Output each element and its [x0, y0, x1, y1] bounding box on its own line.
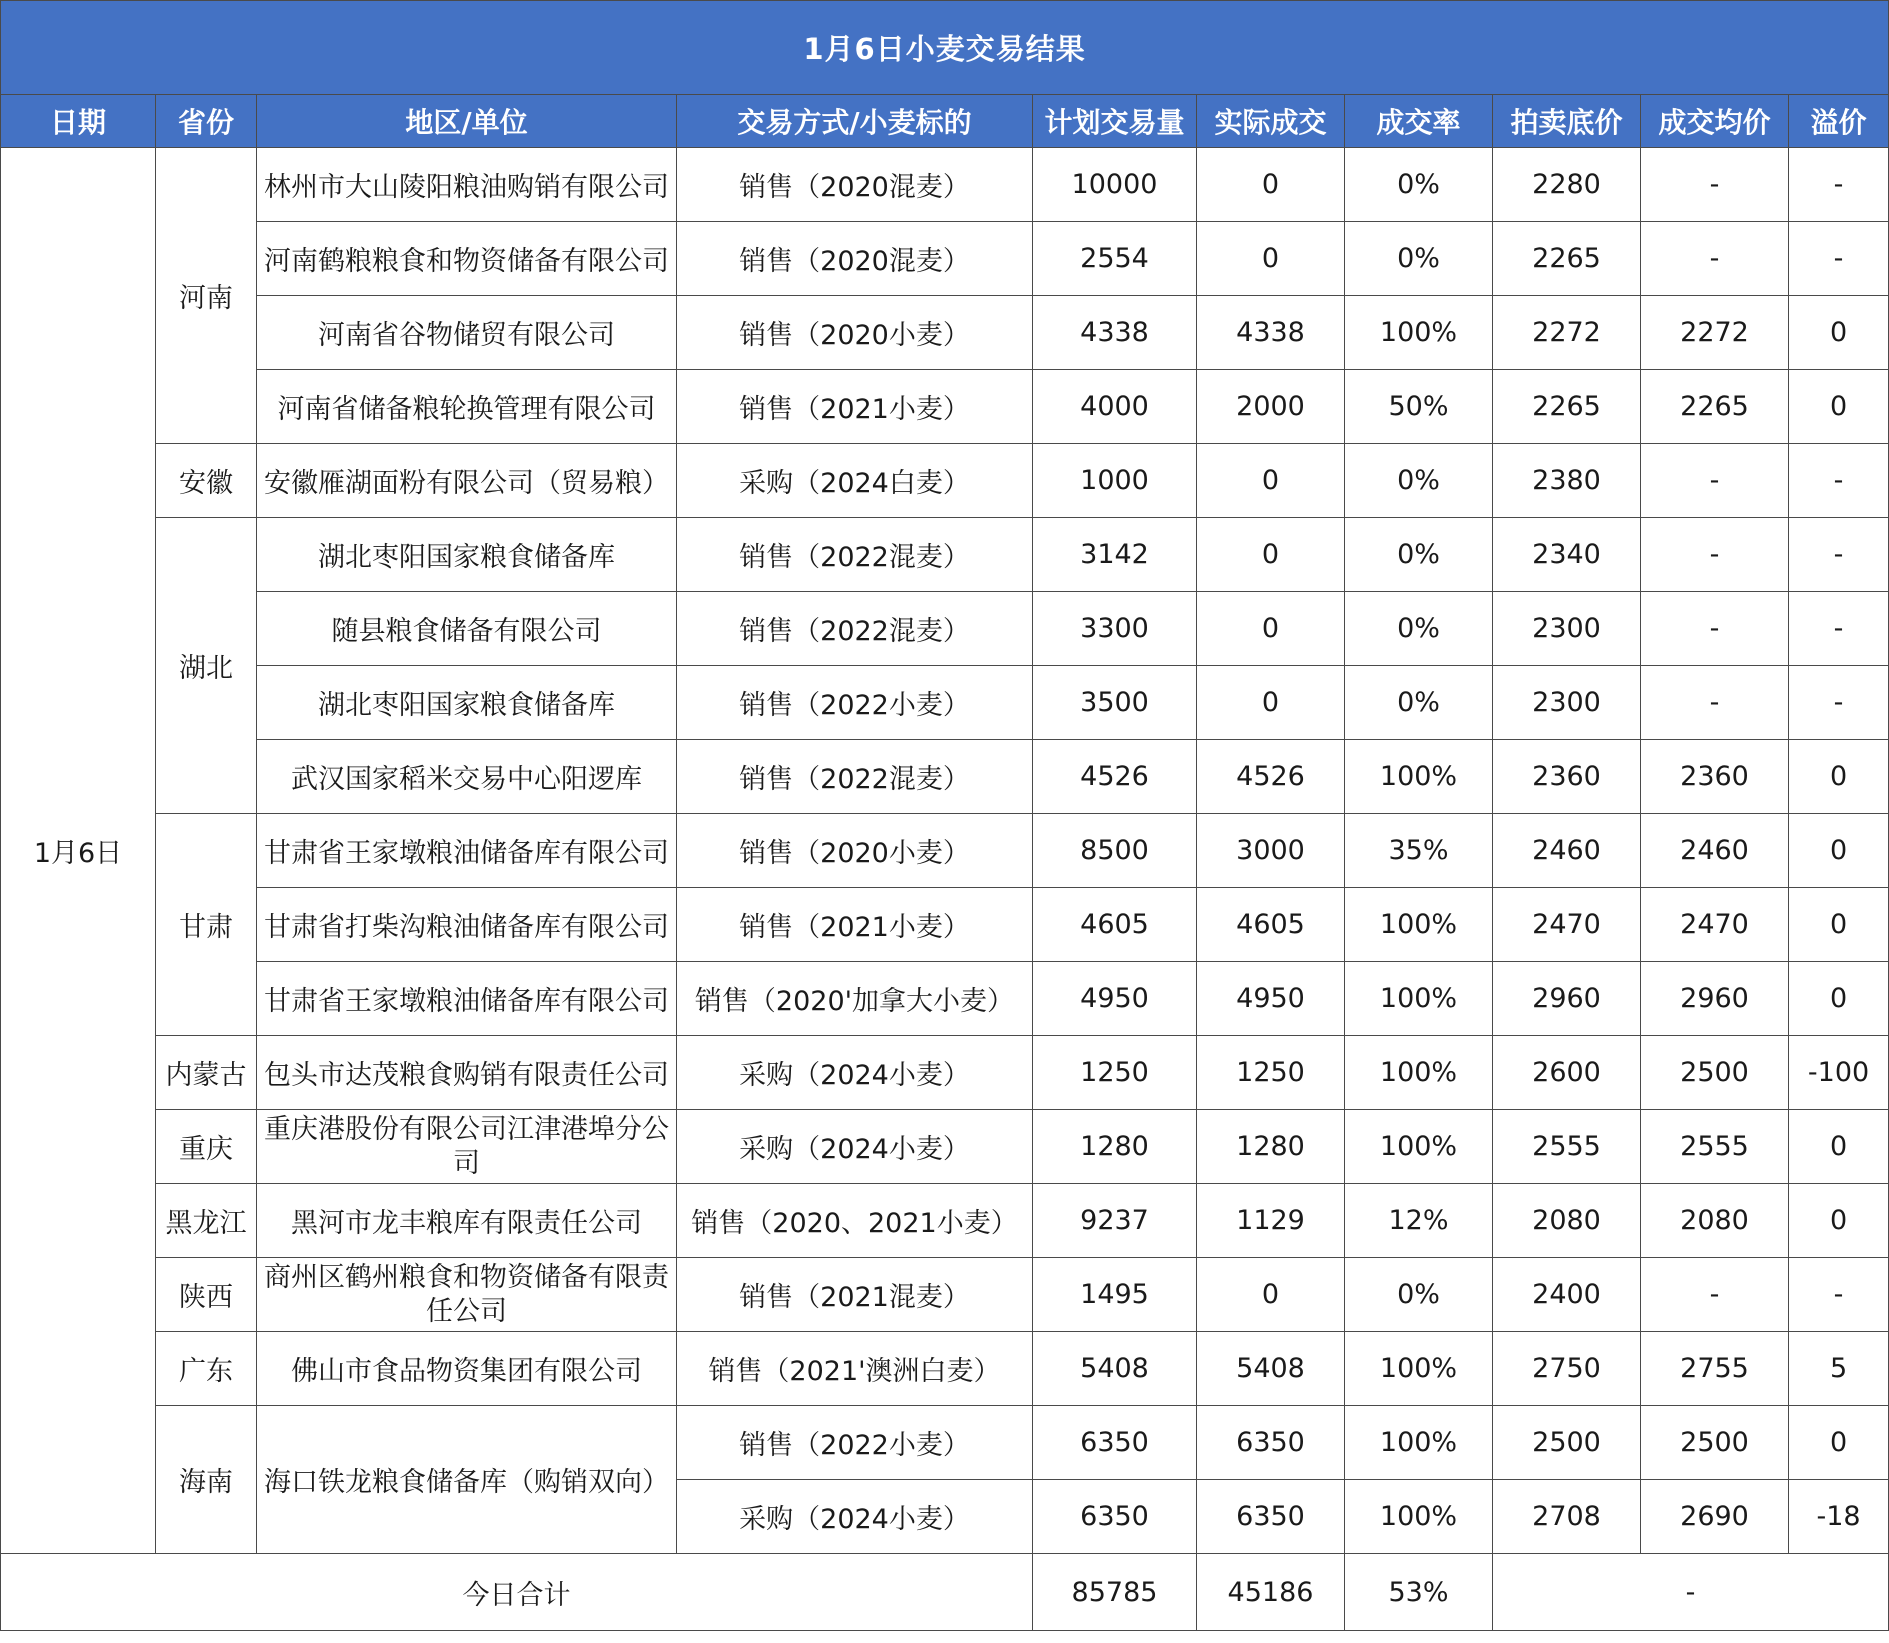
plan-cell: 1280	[1033, 1110, 1197, 1184]
premium-cell: 0	[1789, 962, 1889, 1036]
unit-cell: 河南鹤粮粮食和物资储备有限公司	[257, 222, 677, 296]
header-date: 日期	[1, 95, 156, 148]
province-cell: 湖北	[156, 518, 257, 814]
unit-cell: 佛山市食品物资集团有限公司	[257, 1332, 677, 1406]
total-actual: 45186	[1197, 1554, 1345, 1631]
floor-cell: 2470	[1493, 888, 1641, 962]
premium-cell: 5	[1789, 1332, 1889, 1406]
unit-cell: 河南省储备粮轮换管理有限公司	[257, 370, 677, 444]
unit-cell: 商州区鹤州粮食和物资储备有限责任公司	[257, 1258, 677, 1332]
floor-cell: 2460	[1493, 814, 1641, 888]
header-premium: 溢价	[1789, 95, 1889, 148]
rate-cell: 100%	[1345, 1110, 1493, 1184]
actual-cell: 1250	[1197, 1036, 1345, 1110]
floor-cell: 2080	[1493, 1184, 1641, 1258]
actual-cell: 4526	[1197, 740, 1345, 814]
avg-cell: 2755	[1641, 1332, 1789, 1406]
avg-cell: -	[1641, 592, 1789, 666]
plan-cell: 3142	[1033, 518, 1197, 592]
actual-cell: 4338	[1197, 296, 1345, 370]
floor-cell: 2340	[1493, 518, 1641, 592]
total-row	[1, 1554, 1889, 1631]
method-cell: 采购（2024小麦）	[677, 1110, 1033, 1184]
header-method: 交易方式/小麦标的	[677, 95, 1033, 148]
table-row	[1, 814, 1889, 888]
premium-cell: 0	[1789, 296, 1889, 370]
plan-cell: 4950	[1033, 962, 1197, 1036]
unit-cell: 海口铁龙粮食储备库（购销双向）	[257, 1406, 677, 1554]
header-average-price: 成交均价	[1641, 95, 1789, 148]
table-row	[1, 1406, 1889, 1480]
header-province: 省份	[156, 95, 257, 148]
premium-cell: 0	[1789, 370, 1889, 444]
rate-cell: 0%	[1345, 148, 1493, 222]
table-row	[1, 148, 1889, 222]
province-cell: 海南	[156, 1406, 257, 1554]
plan-cell: 1495	[1033, 1258, 1197, 1332]
rate-cell: 100%	[1345, 888, 1493, 962]
rate-cell: 0%	[1345, 518, 1493, 592]
unit-cell: 随县粮食储备有限公司	[257, 592, 677, 666]
table-row	[1, 666, 1889, 740]
actual-cell: 0	[1197, 444, 1345, 518]
avg-cell: 2360	[1641, 740, 1789, 814]
plan-cell: 2554	[1033, 222, 1197, 296]
avg-cell: 2272	[1641, 296, 1789, 370]
table-row	[1, 222, 1889, 296]
rate-cell: 100%	[1345, 296, 1493, 370]
table-row	[1, 296, 1889, 370]
method-cell: 销售（2022小麦）	[677, 1406, 1033, 1480]
table-row	[1, 1332, 1889, 1406]
premium-cell: 0	[1789, 888, 1889, 962]
province-cell: 黑龙江	[156, 1184, 257, 1258]
method-cell: 销售（2021'澳洲白麦）	[677, 1332, 1033, 1406]
total-label: 今日合计	[1, 1554, 1033, 1631]
premium-cell: -18	[1789, 1480, 1889, 1554]
unit-cell: 甘肃省王家墩粮油储备库有限公司	[257, 814, 677, 888]
rate-cell: 0%	[1345, 444, 1493, 518]
province-cell: 甘肃	[156, 814, 257, 1036]
plan-cell: 3500	[1033, 666, 1197, 740]
rate-cell: 100%	[1345, 1406, 1493, 1480]
avg-cell: 2960	[1641, 962, 1789, 1036]
rate-cell: 0%	[1345, 222, 1493, 296]
unit-cell: 重庆港股份有限公司江津港埠分公司	[257, 1110, 677, 1184]
province-cell: 重庆	[156, 1110, 257, 1184]
floor-cell: 2500	[1493, 1406, 1641, 1480]
header-deal-rate: 成交率	[1345, 95, 1493, 148]
rate-cell: 12%	[1345, 1184, 1493, 1258]
plan-cell: 10000	[1033, 148, 1197, 222]
table-row	[1, 592, 1889, 666]
province-cell: 陕西	[156, 1258, 257, 1332]
plan-cell: 6350	[1033, 1406, 1197, 1480]
total-tail: -	[1493, 1554, 1889, 1631]
method-cell: 采购（2024小麦）	[677, 1480, 1033, 1554]
actual-cell: 0	[1197, 518, 1345, 592]
actual-cell: 3000	[1197, 814, 1345, 888]
plan-cell: 4526	[1033, 740, 1197, 814]
table-row	[1, 1036, 1889, 1110]
actual-cell: 1129	[1197, 1184, 1345, 1258]
plan-cell: 8500	[1033, 814, 1197, 888]
rate-cell: 100%	[1345, 740, 1493, 814]
avg-cell: -	[1641, 444, 1789, 518]
method-cell: 销售（2021小麦）	[677, 370, 1033, 444]
table-row	[1, 962, 1889, 1036]
actual-cell: 0	[1197, 592, 1345, 666]
avg-cell: -	[1641, 518, 1789, 592]
premium-cell: -	[1789, 1258, 1889, 1332]
floor-cell: 2272	[1493, 296, 1641, 370]
avg-cell: 2080	[1641, 1184, 1789, 1258]
floor-cell: 2265	[1493, 370, 1641, 444]
plan-cell: 5408	[1033, 1332, 1197, 1406]
date-cell: 1月6日	[1, 148, 156, 1554]
floor-cell: 2380	[1493, 444, 1641, 518]
header-planned-volume: 计划交易量	[1033, 95, 1197, 148]
premium-cell: -	[1789, 444, 1889, 518]
rate-cell: 35%	[1345, 814, 1493, 888]
rate-cell: 100%	[1345, 1480, 1493, 1554]
avg-cell: 2690	[1641, 1480, 1789, 1554]
plan-cell: 1250	[1033, 1036, 1197, 1110]
province-cell: 安徽	[156, 444, 257, 518]
method-cell: 销售（2020混麦）	[677, 148, 1033, 222]
table-row	[1, 740, 1889, 814]
method-cell: 销售（2021混麦）	[677, 1258, 1033, 1332]
header-actual-deal: 实际成交	[1197, 95, 1345, 148]
actual-cell: 1280	[1197, 1110, 1345, 1184]
floor-cell: 2400	[1493, 1258, 1641, 1332]
rate-cell: 100%	[1345, 1332, 1493, 1406]
province-cell: 广东	[156, 1332, 257, 1406]
rate-cell: 0%	[1345, 592, 1493, 666]
unit-cell: 河南省谷物储贸有限公司	[257, 296, 677, 370]
rate-cell: 0%	[1345, 1258, 1493, 1332]
avg-cell: 2470	[1641, 888, 1789, 962]
rate-cell: 100%	[1345, 1036, 1493, 1110]
table-row	[1, 518, 1889, 592]
plan-cell: 9237	[1033, 1184, 1197, 1258]
unit-cell: 甘肃省王家墩粮油储备库有限公司	[257, 962, 677, 1036]
plan-cell: 4000	[1033, 370, 1197, 444]
actual-cell: 4950	[1197, 962, 1345, 1036]
method-cell: 销售（2022混麦）	[677, 740, 1033, 814]
premium-cell: -	[1789, 666, 1889, 740]
unit-cell: 林州市大山陵阳粮油购销有限公司	[257, 148, 677, 222]
method-cell: 销售（2020小麦）	[677, 814, 1033, 888]
total-plan: 85785	[1033, 1554, 1197, 1631]
header-floor-price: 拍卖底价	[1493, 95, 1641, 148]
floor-cell: 2360	[1493, 740, 1641, 814]
header-unit: 地区/单位	[257, 95, 677, 148]
floor-cell: 2960	[1493, 962, 1641, 1036]
avg-cell: -	[1641, 666, 1789, 740]
premium-cell: -	[1789, 592, 1889, 666]
actual-cell: 6350	[1197, 1406, 1345, 1480]
premium-cell: -	[1789, 518, 1889, 592]
floor-cell: 2280	[1493, 148, 1641, 222]
actual-cell: 4605	[1197, 888, 1345, 962]
plan-cell: 1000	[1033, 444, 1197, 518]
floor-cell: 2555	[1493, 1110, 1641, 1184]
province-cell: 内蒙古	[156, 1036, 257, 1110]
unit-cell: 湖北枣阳国家粮食储备库	[257, 518, 677, 592]
premium-cell: -100	[1789, 1036, 1889, 1110]
method-cell: 采购（2024小麦）	[677, 1036, 1033, 1110]
avg-cell: 2500	[1641, 1406, 1789, 1480]
rate-cell: 0%	[1345, 666, 1493, 740]
premium-cell: -	[1789, 222, 1889, 296]
actual-cell: 0	[1197, 148, 1345, 222]
avg-cell: -	[1641, 222, 1789, 296]
unit-cell: 甘肃省打柴沟粮油储备库有限公司	[257, 888, 677, 962]
table-row	[1, 1258, 1889, 1332]
method-cell: 销售（2022小麦）	[677, 666, 1033, 740]
avg-cell: 2460	[1641, 814, 1789, 888]
floor-cell: 2300	[1493, 666, 1641, 740]
actual-cell: 2000	[1197, 370, 1345, 444]
actual-cell: 6350	[1197, 1480, 1345, 1554]
floor-cell: 2600	[1493, 1036, 1641, 1110]
plan-cell: 4338	[1033, 296, 1197, 370]
floor-cell: 2750	[1493, 1332, 1641, 1406]
plan-cell: 6350	[1033, 1480, 1197, 1554]
province-cell: 河南	[156, 148, 257, 444]
avg-cell: 2265	[1641, 370, 1789, 444]
method-cell: 销售（2020混麦）	[677, 222, 1033, 296]
table-row	[1, 888, 1889, 962]
method-cell: 采购（2024白麦）	[677, 444, 1033, 518]
rate-cell: 100%	[1345, 962, 1493, 1036]
floor-cell: 2708	[1493, 1480, 1641, 1554]
table-row	[1, 444, 1889, 518]
table-row	[1, 1184, 1889, 1258]
premium-cell: 0	[1789, 740, 1889, 814]
actual-cell: 5408	[1197, 1332, 1345, 1406]
premium-cell: 0	[1789, 814, 1889, 888]
floor-cell: 2265	[1493, 222, 1641, 296]
avg-cell: 2555	[1641, 1110, 1789, 1184]
actual-cell: 0	[1197, 222, 1345, 296]
rate-cell: 50%	[1345, 370, 1493, 444]
plan-cell: 4605	[1033, 888, 1197, 962]
table-title: 1月6日小麦交易结果	[1, 1, 1889, 95]
unit-cell: 黑河市龙丰粮库有限责任公司	[257, 1184, 677, 1258]
avg-cell: -	[1641, 148, 1789, 222]
method-cell: 销售（2020、2021小麦）	[677, 1184, 1033, 1258]
avg-cell: 2500	[1641, 1036, 1789, 1110]
floor-cell: 2300	[1493, 592, 1641, 666]
method-cell: 销售（2020小麦）	[677, 296, 1033, 370]
unit-cell: 湖北枣阳国家粮食储备库	[257, 666, 677, 740]
premium-cell: 0	[1789, 1110, 1889, 1184]
unit-cell: 武汉国家稻米交易中心阳逻库	[257, 740, 677, 814]
method-cell: 销售（2022混麦）	[677, 518, 1033, 592]
unit-cell: 安徽雁湖面粉有限公司（贸易粮）	[257, 444, 677, 518]
table-row	[1, 370, 1889, 444]
premium-cell: -	[1789, 148, 1889, 222]
avg-cell: -	[1641, 1258, 1789, 1332]
method-cell: 销售（2021小麦）	[677, 888, 1033, 962]
total-rate: 53%	[1345, 1554, 1493, 1631]
premium-cell: 0	[1789, 1184, 1889, 1258]
plan-cell: 3300	[1033, 592, 1197, 666]
actual-cell: 0	[1197, 666, 1345, 740]
table-row	[1, 1110, 1889, 1184]
method-cell: 销售（2022混麦）	[677, 592, 1033, 666]
actual-cell: 0	[1197, 1258, 1345, 1332]
method-cell: 销售（2020'加拿大小麦）	[677, 962, 1033, 1036]
unit-cell: 包头市达茂粮食购销有限责任公司	[257, 1036, 677, 1110]
premium-cell: 0	[1789, 1406, 1889, 1480]
